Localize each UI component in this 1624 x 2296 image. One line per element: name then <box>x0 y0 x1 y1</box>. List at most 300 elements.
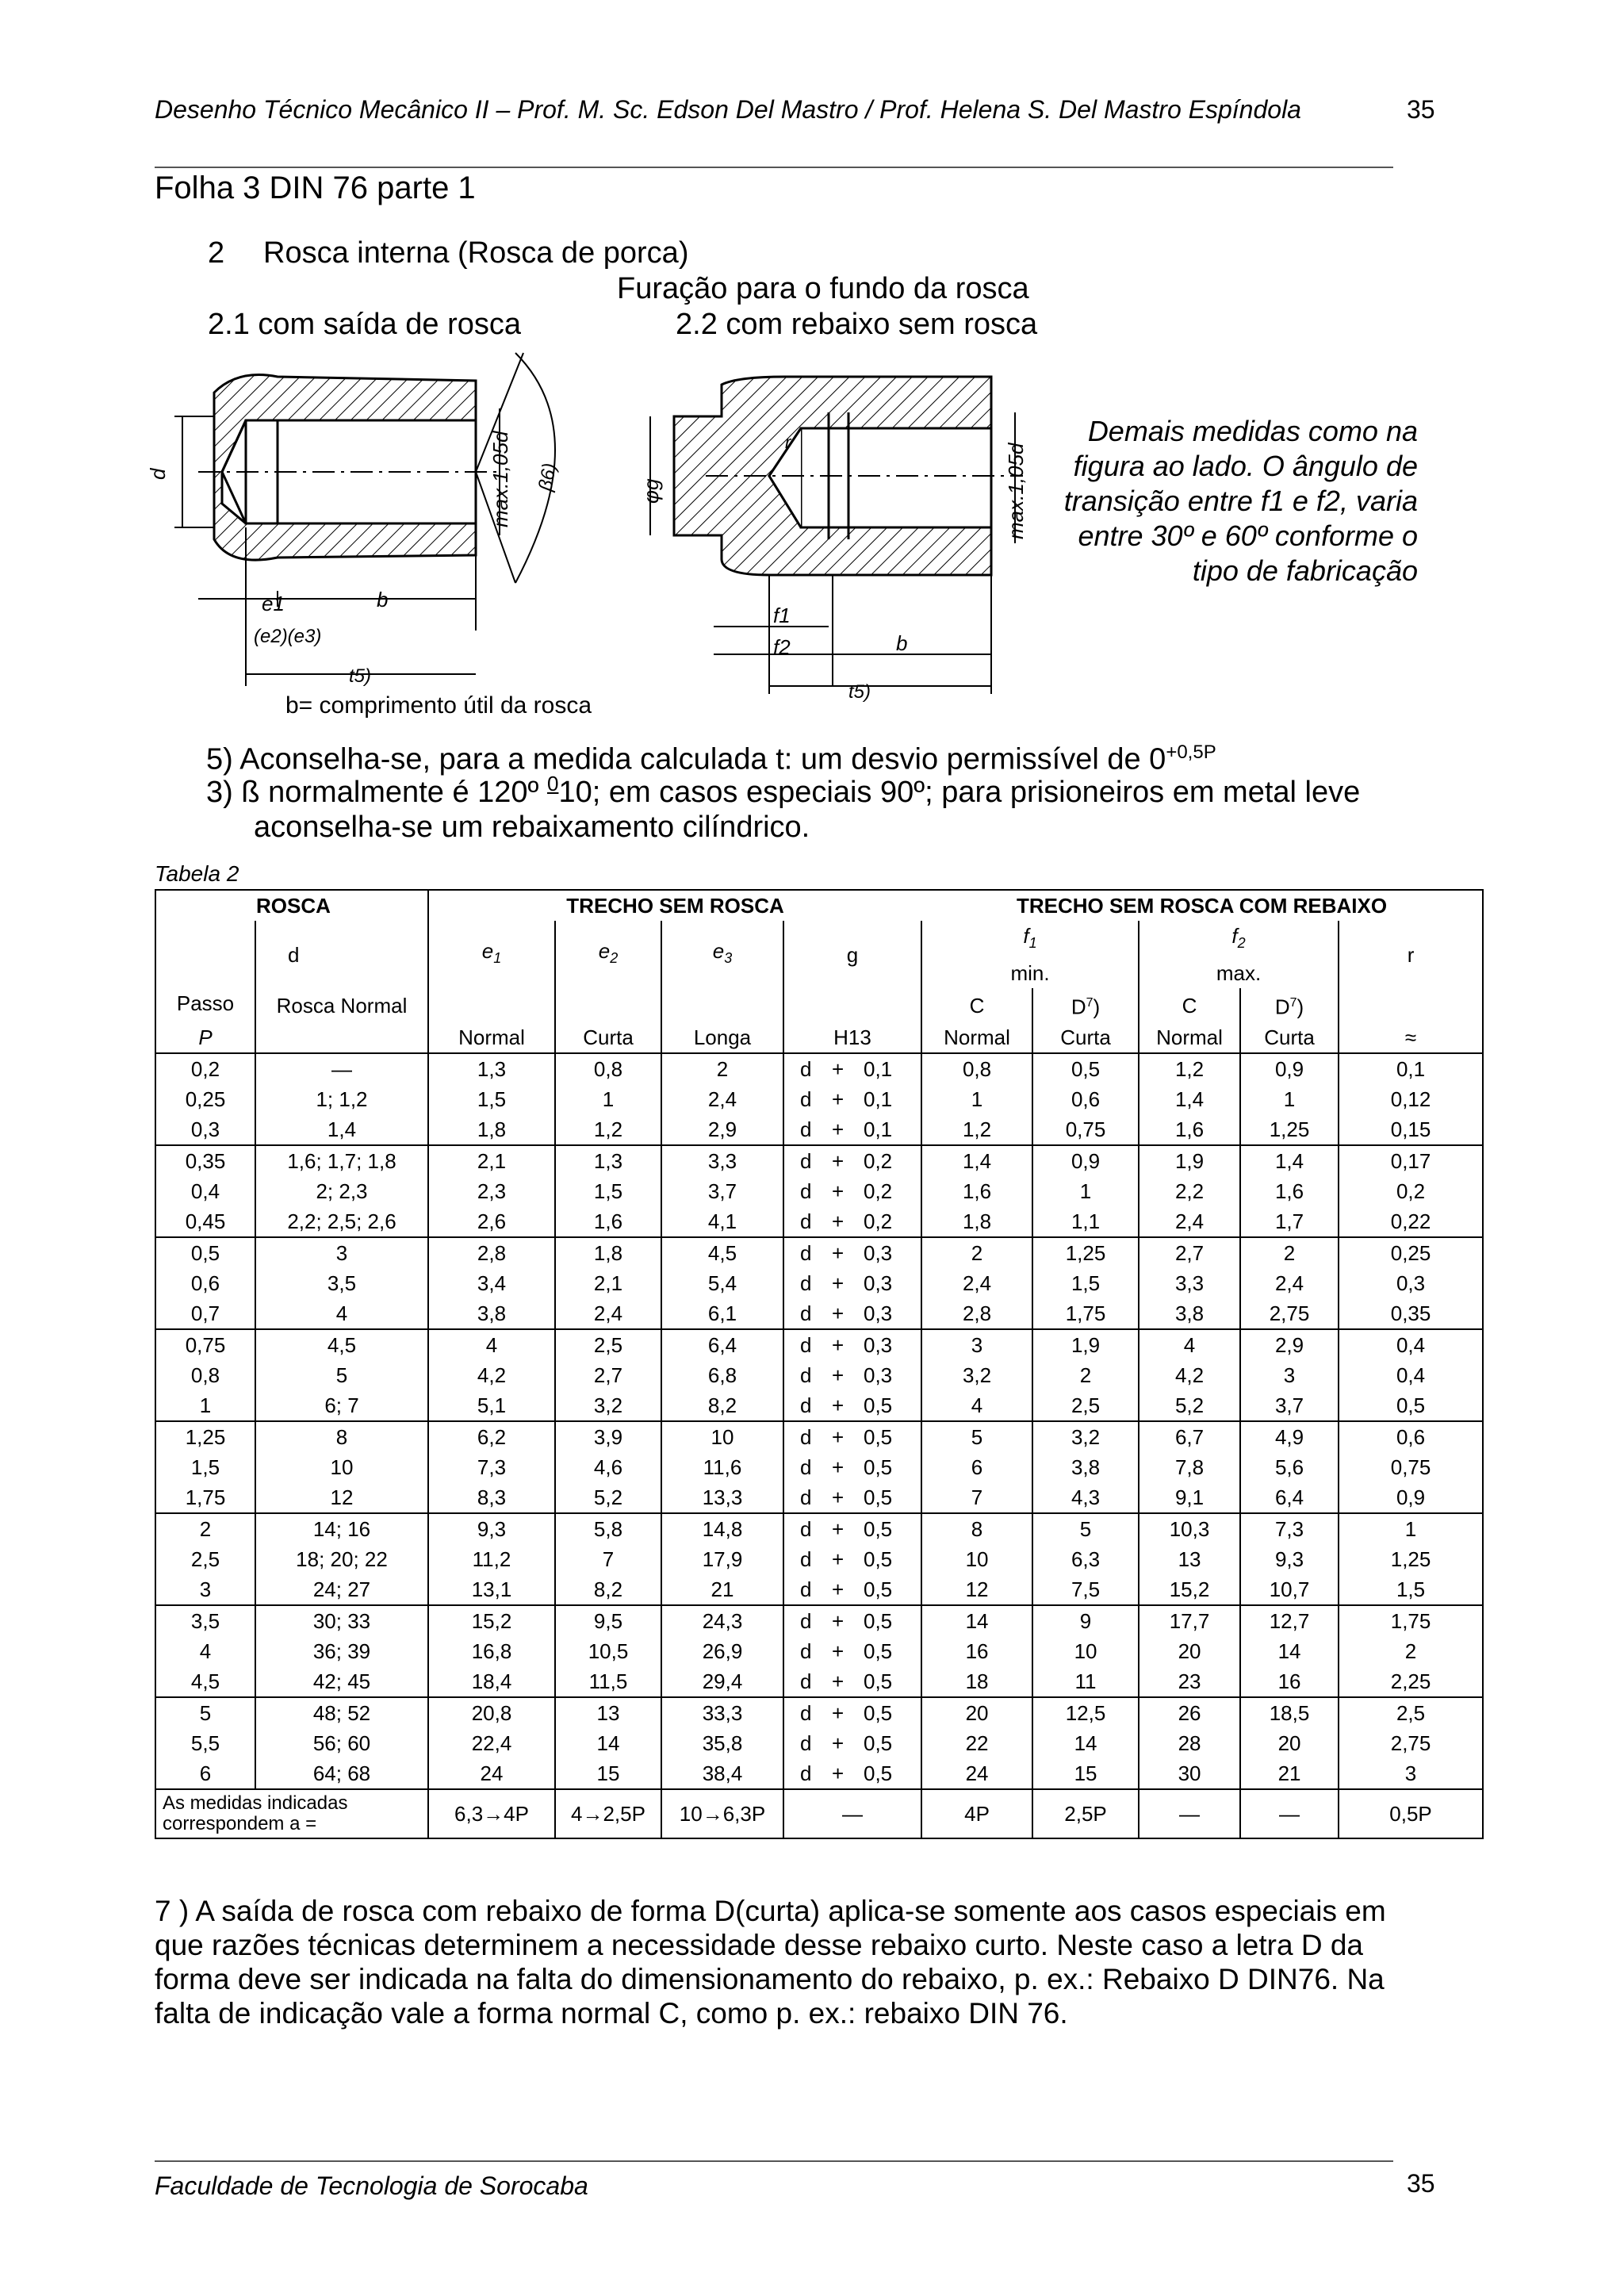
table-row <box>155 1176 1483 1206</box>
col-c1: C <box>921 988 1032 1022</box>
table-cell: 2,1 <box>555 1268 661 1298</box>
table-cell: 12,5 <box>1032 1697 1139 1728</box>
table-cell: 2,1 <box>428 1145 555 1176</box>
table-cell: 4 <box>155 1636 255 1666</box>
table-cell: 1,3 <box>428 1053 555 1084</box>
cell-g <box>783 1513 921 1544</box>
table-cell: 6,7 <box>1139 1421 1240 1452</box>
cell-g <box>783 1666 921 1697</box>
table-cell: 6; 7 <box>255 1390 428 1421</box>
table-cell: 1 <box>1032 1176 1139 1206</box>
table-row <box>155 1053 1483 1084</box>
table-row <box>155 1268 1483 1298</box>
table-cell: 11,2 <box>428 1544 555 1574</box>
col-r: r <box>1339 921 1483 988</box>
table-cell: 10 <box>661 1421 783 1452</box>
g-plus: + <box>832 1117 845 1141</box>
table-cell: 1 <box>1240 1084 1339 1114</box>
dim-e2e3: (e2)(e3) <box>254 626 322 647</box>
table-row <box>155 1237 1483 1268</box>
table-cell: 17,7 <box>1139 1605 1240 1636</box>
col-e3-letter: e <box>712 939 725 963</box>
table-label: Tabela 2 <box>155 861 239 886</box>
table-cell: 0,15 <box>1339 1114 1483 1145</box>
g-prefix: d <box>800 1209 812 1233</box>
header-rebaixo: TRECHO SEM ROSCA COM REBAIXO <box>921 890 1483 921</box>
table-cell: 2,9 <box>661 1114 783 1145</box>
g-plus: + <box>832 1577 845 1601</box>
note-3-text-a: 3) ß normalmente é 120º <box>206 776 547 809</box>
cell-g <box>783 1544 921 1574</box>
footer-institution: Faculdade de Tecnologia de Sorocaba <box>155 2171 588 2200</box>
g-plus: + <box>832 1148 845 1173</box>
unit-d2: Curta <box>1240 1022 1339 1053</box>
table-cell: 8,3 <box>428 1482 555 1513</box>
table-cell: 18 <box>921 1666 1032 1697</box>
table-cell: 3,4 <box>428 1268 555 1298</box>
table-cell: 7,8 <box>1139 1452 1240 1482</box>
col-d1-paren: ) <box>1093 995 1101 1019</box>
table-cell: 14 <box>1240 1636 1339 1666</box>
table-cell: 1,5 <box>155 1452 255 1482</box>
table-cell: 1,75 <box>1032 1298 1139 1329</box>
table-cell: 0,1 <box>1339 1053 1483 1084</box>
table-cell: 6,2 <box>428 1421 555 1452</box>
col-e1-index: 1 <box>493 950 502 967</box>
table-cell: 0,35 <box>1339 1298 1483 1329</box>
table-cell: 11 <box>1032 1666 1139 1697</box>
table-cell: 30 <box>1139 1758 1240 1789</box>
note-3-text-b: 10; em casos especiais 90º; para prisioneiros em metal leve <box>558 776 1361 809</box>
table-cell: 14 <box>555 1728 661 1758</box>
table-cell: 8,2 <box>661 1390 783 1421</box>
table-cell: 0,25 <box>155 1084 255 1114</box>
table-cell: 0,5 <box>1032 1053 1139 1084</box>
dim-e1: e1 <box>262 592 285 615</box>
footer-e2: 4→2,5P <box>555 1789 661 1838</box>
table-cell: 15 <box>555 1758 661 1789</box>
table-cell: 2,7 <box>555 1360 661 1390</box>
table-cell: 1 <box>921 1084 1032 1114</box>
footer-r: 0,5P <box>1339 1789 1483 1838</box>
g-value: 0,3 <box>864 1271 893 1295</box>
table-cell: 0,75 <box>155 1329 255 1360</box>
cell-g <box>783 1636 921 1666</box>
table-cell: 22,4 <box>428 1728 555 1758</box>
table-cell: 18,4 <box>428 1666 555 1697</box>
subsection-2: 2.2 com rebaixo sem rosca <box>676 308 1038 341</box>
col-e2-index: 2 <box>610 950 619 967</box>
table-cell: 3,2 <box>1032 1421 1139 1452</box>
table-cell: 1 <box>555 1084 661 1114</box>
table-cell: 13 <box>555 1697 661 1728</box>
table-cell: 0,3 <box>1339 1268 1483 1298</box>
table-row <box>155 1605 1483 1636</box>
table-cell: 2,5 <box>155 1544 255 1574</box>
table-cell: 0,9 <box>1240 1053 1339 1084</box>
table-cell: 2,8 <box>428 1237 555 1268</box>
table-cell: 35,8 <box>661 1728 783 1758</box>
table-cell: 5 <box>255 1360 428 1390</box>
col-rosca-normal: Rosca Normal <box>255 988 428 1022</box>
col-e3 <box>661 921 783 988</box>
table-cell: 16 <box>921 1636 1032 1666</box>
table-cell: 1,9 <box>1139 1145 1240 1176</box>
table-cell: 5,4 <box>661 1268 783 1298</box>
table-cell: 2; 2,3 <box>255 1176 428 1206</box>
g-prefix: d <box>800 1577 812 1601</box>
footer-d2: — <box>1240 1789 1339 1838</box>
unit-e3: Longa <box>661 1022 783 1053</box>
header-rosca-text: ROSCA <box>256 894 331 918</box>
table-cell: 0,5 <box>1339 1390 1483 1421</box>
table-cell: 5,5 <box>155 1728 255 1758</box>
table-cell: 2,4 <box>1240 1268 1339 1298</box>
table-cell: 4 <box>921 1390 1032 1421</box>
table-cell: 20 <box>921 1697 1032 1728</box>
col-e2-letter: e <box>598 939 611 963</box>
table-cell: 0,75 <box>1032 1114 1139 1145</box>
table-cell: 24,3 <box>661 1605 783 1636</box>
g-prefix: d <box>800 1148 812 1173</box>
table-cell: 23 <box>1139 1666 1240 1697</box>
col-f2 <box>1139 921 1339 958</box>
table-cell: 3 <box>155 1574 255 1605</box>
g-value: 0,5 <box>864 1669 893 1693</box>
table-cell: 8 <box>921 1513 1032 1544</box>
table-cell: 22 <box>921 1728 1032 1758</box>
table-cell: 2,7 <box>1139 1237 1240 1268</box>
table-cell: 1,3 <box>555 1145 661 1176</box>
g-value: 0,5 <box>864 1700 893 1725</box>
table-cell: 1,6 <box>1139 1114 1240 1145</box>
table-cell: 36; 39 <box>255 1636 428 1666</box>
g-plus: + <box>832 1485 845 1509</box>
table-cell: 0,75 <box>1339 1452 1483 1482</box>
cell-g <box>783 1697 921 1728</box>
table-cell: 2,4 <box>661 1084 783 1114</box>
table-row <box>155 1084 1483 1114</box>
table-row <box>155 1421 1483 1452</box>
g-plus: + <box>832 1301 845 1325</box>
table-cell: 1,25 <box>1032 1237 1139 1268</box>
col-e2 <box>555 921 661 988</box>
footer-g: — <box>783 1789 921 1838</box>
table-cell: 0,9 <box>1339 1482 1483 1513</box>
label-r: r <box>785 432 791 452</box>
table-cell: 10,3 <box>1139 1513 1240 1544</box>
g-value: 0,3 <box>864 1240 893 1265</box>
g-value: 0,5 <box>864 1393 893 1417</box>
table-cell: 0,25 <box>1339 1237 1483 1268</box>
col-d1 <box>1032 988 1139 1022</box>
g-prefix: d <box>800 1332 812 1357</box>
table-cell: 3,3 <box>661 1145 783 1176</box>
g-prefix: d <box>800 1547 812 1571</box>
table-cell: 2,25 <box>1339 1666 1483 1697</box>
col-c2: C <box>1139 988 1240 1022</box>
table-cell: 1,25 <box>1339 1544 1483 1574</box>
g-prefix: d <box>800 1455 812 1479</box>
table-cell: 9,1 <box>1139 1482 1240 1513</box>
dim-f1: f1 <box>773 604 791 627</box>
table-cell: 1,4 <box>921 1145 1032 1176</box>
g-plus: + <box>832 1209 845 1233</box>
g-value: 0,5 <box>864 1516 893 1541</box>
table-cell: 5,2 <box>555 1482 661 1513</box>
table-cell: 26 <box>1139 1697 1240 1728</box>
table-cell: 1,6; 1,7; 1,8 <box>255 1145 428 1176</box>
drawing-thread-runout <box>146 353 561 687</box>
table-cell: 11,5 <box>555 1666 661 1697</box>
col-d2 <box>1240 988 1339 1022</box>
table-cell: 0,9 <box>1032 1145 1139 1176</box>
cell-g <box>783 1145 921 1176</box>
table-cell: 1; 1,2 <box>255 1084 428 1114</box>
cell-g <box>783 1176 921 1206</box>
g-prefix: d <box>800 1608 812 1633</box>
section-title: Rosca interna (Rosca de porca) <box>263 236 689 270</box>
table-cell: 30; 33 <box>255 1605 428 1636</box>
table-cell: 20 <box>1240 1728 1339 1758</box>
table-cell: 5 <box>921 1421 1032 1452</box>
table-cell: 2 <box>1339 1636 1483 1666</box>
table-cell: 3 <box>921 1329 1032 1360</box>
unit-blank <box>255 1022 428 1053</box>
drawing-undercut <box>639 377 1028 703</box>
running-header: Desenho Técnico Mecânico II – Prof. M. Sc. Edson Del Mastro / Prof. Helena S. Del Mastro Espíndola <box>155 95 1301 124</box>
table-cell: 6,4 <box>661 1329 783 1360</box>
table-cell: 2 <box>921 1237 1032 1268</box>
col-f1 <box>921 921 1139 958</box>
table-cell: 5,2 <box>1139 1390 1240 1421</box>
g-value: 0,1 <box>864 1056 893 1081</box>
col-e1 <box>428 921 555 988</box>
table-cell: 10 <box>1032 1636 1139 1666</box>
table-cell: 14; 16 <box>255 1513 428 1544</box>
footer-e1: 6,3→4P <box>428 1789 555 1838</box>
table-cell: 1,4 <box>1240 1145 1339 1176</box>
table-cell: 14,8 <box>661 1513 783 1544</box>
g-value: 0,3 <box>864 1332 893 1357</box>
col-f2-max: max. <box>1139 958 1339 988</box>
footer-rule <box>155 2160 1393 2162</box>
col-d: d <box>255 921 428 988</box>
cell-g <box>783 1298 921 1329</box>
footer-page-number: 35 <box>1407 2169 1435 2198</box>
table-cell: 4,2 <box>428 1360 555 1390</box>
table-cell: 4 <box>1139 1329 1240 1360</box>
table-cell: 1,25 <box>1240 1114 1339 1145</box>
cell-g <box>783 1053 921 1084</box>
table-cell: 5,8 <box>555 1513 661 1544</box>
g-prefix: d <box>800 1271 812 1295</box>
table-cell: 2,5 <box>1339 1697 1483 1728</box>
g-prefix: d <box>800 1700 812 1725</box>
col-e1-letter: e <box>481 939 494 963</box>
table-cell: 1,5 <box>428 1084 555 1114</box>
g-plus: + <box>832 1731 845 1755</box>
cell-g <box>783 1758 921 1789</box>
table-cell: 0,6 <box>1032 1084 1139 1114</box>
col-d1-letter: D <box>1071 995 1086 1019</box>
table-cell: 3,8 <box>1139 1298 1240 1329</box>
table-row <box>155 1574 1483 1605</box>
table-cell: 2 <box>1032 1360 1139 1390</box>
table-cell: 1,4 <box>1139 1084 1240 1114</box>
table-cell: 2 <box>1240 1237 1339 1268</box>
dim-t5-left: t5) <box>349 665 372 687</box>
table-cell: 3,7 <box>1240 1390 1339 1421</box>
table-cell: 1,1 <box>1032 1206 1139 1237</box>
table-cell: 2,3 <box>428 1176 555 1206</box>
table-cell: 5,6 <box>1240 1452 1339 1482</box>
g-value: 0,3 <box>864 1301 893 1325</box>
table-cell: 15 <box>1032 1758 1139 1789</box>
g-value: 0,5 <box>864 1761 893 1785</box>
table-row <box>155 1360 1483 1390</box>
note-5-text: 5) Aconselha-se, para a medida calculada t: um desvio permissível de 0 <box>206 742 1166 776</box>
g-plus: + <box>832 1424 845 1449</box>
table-cell: 1,75 <box>1339 1605 1483 1636</box>
table-cell: 6,4 <box>1240 1482 1339 1513</box>
table-cell: 6,8 <box>661 1360 783 1390</box>
table-cell: 4,5 <box>255 1329 428 1360</box>
table-cell: 6,3 <box>1032 1544 1139 1574</box>
table-cell: 2,2 <box>1139 1176 1240 1206</box>
sheet-title: Folha 3 DIN 76 parte 1 <box>155 171 476 205</box>
table-cell: 21 <box>1240 1758 1339 1789</box>
table-cell: 16,8 <box>428 1636 555 1666</box>
g-plus: + <box>832 1761 845 1785</box>
table-cell: 11,6 <box>661 1452 783 1482</box>
table-cell: 17,9 <box>661 1544 783 1574</box>
table-cell: 0,3 <box>155 1114 255 1145</box>
table-cell: 2,4 <box>1139 1206 1240 1237</box>
g-value: 0,3 <box>864 1363 893 1387</box>
table-cell: 2,8 <box>921 1298 1032 1329</box>
footer-label: As medidas indicadas correspondem a = <box>155 1789 428 1838</box>
dim-f2: f2 <box>773 635 791 659</box>
table-cell: 21 <box>661 1574 783 1605</box>
table-cell: 1,2 <box>555 1114 661 1145</box>
header-page-number: 35 <box>1407 95 1435 124</box>
g-prefix: d <box>800 1363 812 1387</box>
table-cell: 8 <box>255 1421 428 1452</box>
table-row <box>155 1145 1483 1176</box>
table-cell: 6 <box>155 1758 255 1789</box>
table-cell: 10,7 <box>1240 1574 1339 1605</box>
g-plus: + <box>832 1639 845 1663</box>
footer-c1: 4P <box>921 1789 1032 1838</box>
table-cell: 20,8 <box>428 1697 555 1728</box>
note-5 <box>206 742 1216 777</box>
g-prefix: d <box>800 1485 812 1509</box>
table-cell: 1,5 <box>555 1176 661 1206</box>
table-row <box>155 1390 1483 1421</box>
g-value: 0,5 <box>864 1577 893 1601</box>
g-prefix: d <box>800 1240 812 1265</box>
cell-g <box>783 1114 921 1145</box>
table-cell: 4 <box>255 1298 428 1329</box>
g-value: 0,5 <box>864 1485 893 1509</box>
g-plus: + <box>832 1700 845 1725</box>
table-cell: 1 <box>155 1390 255 1421</box>
table-cell: 5,1 <box>428 1390 555 1421</box>
g-plus: + <box>832 1240 845 1265</box>
table-row <box>155 1482 1483 1513</box>
table-cell: 9,5 <box>555 1605 661 1636</box>
table-cell: 1,2 <box>1139 1053 1240 1084</box>
col-d1-note: 7 <box>1086 996 1094 1010</box>
table-cell: 4,1 <box>661 1206 783 1237</box>
cell-g <box>783 1390 921 1421</box>
dim-d: d <box>146 468 170 480</box>
table-cell: 2,6 <box>428 1206 555 1237</box>
cell-g <box>783 1421 921 1452</box>
table-cell: 1,6 <box>1240 1176 1339 1206</box>
din76-table <box>155 889 1484 1839</box>
footer-c2: — <box>1139 1789 1240 1838</box>
table-cell: 0,8 <box>555 1053 661 1084</box>
col-e3-index: 3 <box>724 950 733 967</box>
cell-g <box>783 1360 921 1390</box>
units-row <box>155 1022 1483 1053</box>
table-cell: 28 <box>1139 1728 1240 1758</box>
dim-phig: φg <box>639 478 663 504</box>
g-plus: + <box>832 1363 845 1387</box>
g-plus: + <box>832 1455 845 1479</box>
g-plus: + <box>832 1669 845 1693</box>
g-value: 0,1 <box>864 1117 893 1141</box>
caption-above: Furação para o fundo da rosca <box>617 272 1029 305</box>
table-cell: 2,75 <box>1339 1728 1483 1758</box>
dim-max105d: max.1,05d <box>488 431 512 527</box>
dim-b-right: b <box>896 631 908 655</box>
table-cell: 0,6 <box>155 1268 255 1298</box>
table-cell: 1,8 <box>428 1114 555 1145</box>
table-cell: 5 <box>1032 1513 1139 1544</box>
g-plus: + <box>832 1547 845 1571</box>
unit-g: H13 <box>783 1022 921 1053</box>
g-value: 0,5 <box>864 1424 893 1449</box>
table-cell: 3,2 <box>555 1390 661 1421</box>
unit-p: P <box>155 1022 255 1053</box>
table-cell: 9,3 <box>428 1513 555 1544</box>
table-cell: 2,4 <box>921 1268 1032 1298</box>
dim-t5-right: t5) <box>848 681 871 703</box>
table-cell: 0,2 <box>1339 1176 1483 1206</box>
table-cell: 10 <box>255 1452 428 1482</box>
table-cell: 2,5 <box>1032 1390 1139 1421</box>
table-cell: 3,5 <box>255 1268 428 1298</box>
table-cell: 7 <box>921 1482 1032 1513</box>
table-cell: 10,5 <box>555 1636 661 1666</box>
unit-r: ≈ <box>1339 1022 1483 1053</box>
table-cell: 1,7 <box>1240 1206 1339 1237</box>
cell-g <box>783 1237 921 1268</box>
g-plus: + <box>832 1332 845 1357</box>
table-cell: 56; 60 <box>255 1728 428 1758</box>
table-cell: 12,7 <box>1240 1605 1339 1636</box>
table-footer-row <box>155 1789 1483 1838</box>
table-cell: 4,5 <box>155 1666 255 1697</box>
g-value: 0,2 <box>864 1209 893 1233</box>
table-row <box>155 1758 1483 1789</box>
table-cell: 64; 68 <box>255 1758 428 1789</box>
table-cell: 4,6 <box>555 1452 661 1482</box>
g-value: 0,5 <box>864 1547 893 1571</box>
